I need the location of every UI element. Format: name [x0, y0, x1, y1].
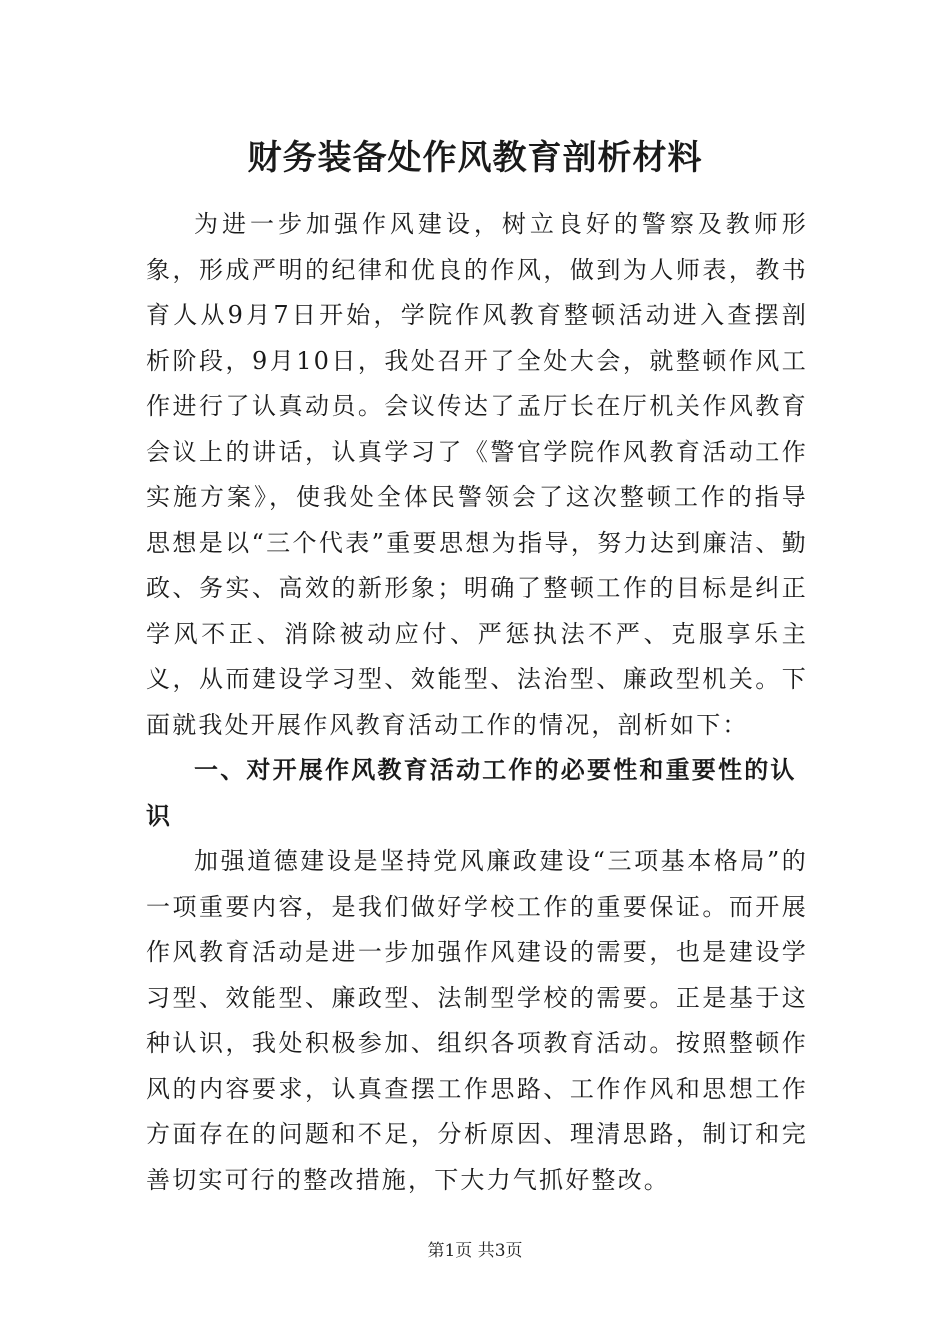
intro-paragraph: 为进一步加强作风建设，树立良好的警察及教师形象，形成严明的纪律和优良的作风，做到为人师表，教书育人从9月7日开始，学院作风教育整顿活动进入查摆剖析阶段，9月10日，我处召开了全处大会，就整顿作风工作进行了认真动员。会议传达了孟厅长在厅机关作风教育会议上的讲话，认真学习了《警官学院作风教育活动工作实施方案》，使我处全体民警领会了这次整顿工作的指导思想是以“三个代表”重要思想为指导，努力达到廉洁、勤政、务实、高效的新形象；明确了整顿工作的目标是纠正学风不正、消除被动应付、严惩执法不严、克服享乐主义，从而建设学习型、效能型、法治型、廉政型机关。下面就我处开展作风教育活动工作的情况，剖析如下： — [146, 210, 808, 739]
document-body — [146, 202, 808, 1203]
document-title: 财务装备处作风教育剖析材料 — [247, 138, 703, 178]
section-heading: 一、对开展作风教育活动工作的必要性和重要性的认识 — [146, 756, 797, 830]
page-number: 第1页 共3页 — [427, 1241, 523, 1261]
section-paragraph: 加强道德建设是坚持党风廉政建设“三项基本格局”的一项重要内容，是我们做好学校工作的重要保证。而开展作风教育活动是进一步加强作风建设的需要，也是建设学习型、效能型、廉政型、法制型学校的需要。正是基于这种认识，我处积极参加、组织各项教育活动。按照整顿作风的内容要求，认真查摆工作思路、工作作风和思想工作方面存在的问题和不足，分析原因、理清思路，制订和完善切实可行的整改措施，下大力气抓好整改。 — [146, 847, 808, 1194]
